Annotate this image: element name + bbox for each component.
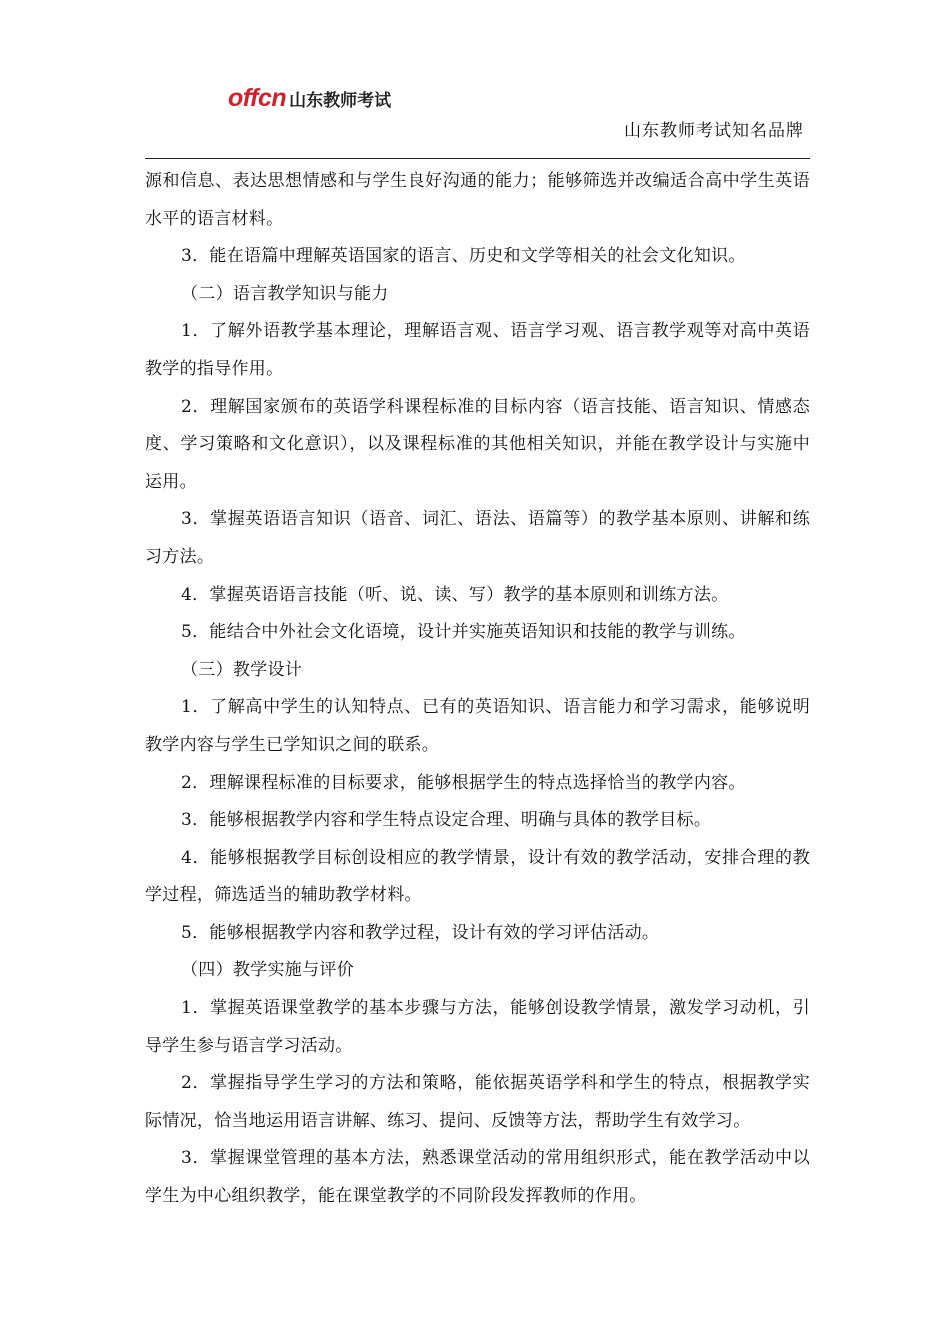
paragraph: 5．能够根据教学内容和教学过程，设计有效的学习评估活动。 bbox=[181, 922, 660, 943]
paragraph: 1．了解外语教学基本理论，理解语言观、语言学习观、语言教学观等对高中英语教学的指导作用。 bbox=[145, 321, 810, 379]
header-divider bbox=[145, 158, 810, 159]
paragraph: 4．掌握英语语言技能（听、说、读、写）教学的基本原则和训练方法。 bbox=[181, 584, 729, 605]
paragraph: 2．理解课程标准的目标要求，能够根据学生的特点选择恰当的教学内容。 bbox=[181, 772, 746, 793]
document-body bbox=[145, 163, 810, 1216]
paragraph: 3．能够根据教学内容和学生特点设定合理、明确与具体的教学目标。 bbox=[181, 810, 712, 831]
paragraph: 2．掌握指导学生学习的方法和策略，能依据英语学科和学生的特点，根据教学实际情况，恰当地运用语言讲解、练习、提问、反馈等方法，帮助学生有效学习。 bbox=[145, 1073, 810, 1131]
paragraph: 2．理解国家颁布的英语学科课程标准的目标内容（语言技能、语言知识、情感态度、学习策略和文化意识），以及课程标准的其他相关知识，并能在教学设计与实施中运用。 bbox=[145, 396, 810, 492]
paragraph: 1．掌握英语课堂教学的基本步骤与方法，能够创设教学情景，激发学习动机，引导学生参与语言学习活动。 bbox=[145, 998, 810, 1056]
paragraph: 3．掌握课堂管理的基本方法，熟悉课堂活动的常用组织形式，能在教学活动中以学生为中心组织教学，能在课堂教学的不同阶段发挥教师的作用。 bbox=[145, 1148, 810, 1207]
section-heading: （二）语言教学知识与能力 bbox=[181, 283, 389, 304]
section-heading: （三）教学设计 bbox=[181, 659, 303, 680]
brand-slogan: 山东教师考试知名品牌 bbox=[624, 121, 804, 141]
offcn-logo bbox=[228, 86, 391, 111]
paragraph: 4．能够根据教学目标创设相应的教学情景，设计有效的教学活动，安排合理的教学过程，筛选适当的辅助教学材料。 bbox=[145, 847, 810, 906]
paragraph: 3．能在语篇中理解英语国家的语言、历史和文学等相关的社会文化知识。 bbox=[181, 246, 746, 267]
logo-text: 山东教师考试 bbox=[289, 91, 392, 110]
page-header bbox=[145, 78, 810, 158]
paragraph: 3．掌握英语语言知识（语音、词汇、语法、语篇等）的教学基本原则、讲解和练习方法。 bbox=[145, 509, 810, 567]
logo-mark: offcn bbox=[228, 84, 287, 112]
paragraph: 5．能结合中外社会文化语境，设计并实施英语知识和技能的教学与训练。 bbox=[181, 622, 746, 643]
paragraph: 源和信息、表达思想情感和与学生良好沟通的能力；能够筛选并改编适合高中学生英语水平的语言材料。 bbox=[145, 171, 810, 229]
paragraph: 1．了解高中学生的认知特点、已有的英语知识、语言能力和学习需求，能够说明教学内容与学生已学知识之间的联系。 bbox=[145, 697, 810, 755]
section-heading: （四）教学实施与评价 bbox=[181, 960, 354, 981]
